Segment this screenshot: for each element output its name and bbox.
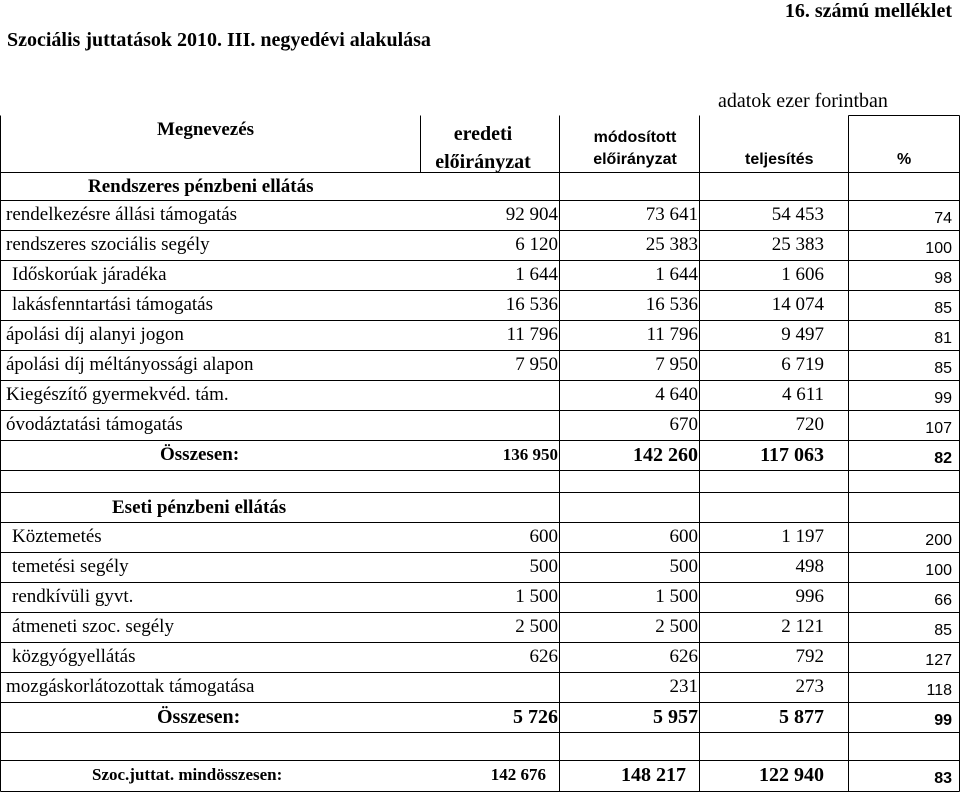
row-actual: 6 719 (781, 354, 824, 375)
table-row (0, 320, 960, 350)
row-modified: 2 500 (655, 616, 698, 637)
table-row (0, 672, 960, 702)
column-header-original (428, 120, 538, 176)
row-original: 600 (529, 526, 558, 547)
row-actual: 54 453 (771, 204, 824, 225)
table-row (0, 410, 960, 440)
table-row (0, 642, 960, 672)
total-percent: 82 (934, 450, 952, 467)
annex-label: 16. számú melléklet (784, 0, 952, 22)
row-original: 92 904 (505, 204, 558, 225)
row-name: mozgáskorlátozottak támogatása (6, 676, 255, 697)
column-header-original-line2: előirányzat (435, 151, 531, 173)
row-modified: 4 640 (655, 384, 698, 405)
table-row (0, 522, 960, 552)
row-name: Köztemetés (12, 526, 102, 547)
row-actual: 4 611 (781, 384, 824, 405)
row-actual: 273 (795, 676, 824, 697)
row-modified: 7 950 (655, 354, 698, 375)
row-percent: 81 (934, 330, 952, 347)
row-original: 2 500 (515, 616, 558, 637)
row-percent: 99 (934, 390, 952, 407)
row-percent: 66 (934, 592, 952, 609)
row-actual: 1 197 (781, 526, 824, 547)
row-original: 626 (529, 646, 558, 667)
table-row (0, 200, 960, 230)
row-actual: 14 074 (771, 294, 824, 315)
row-name: Időskorúak járadéka (12, 264, 167, 285)
row-percent: 100 (925, 562, 952, 579)
total-label: Összesen: (160, 444, 240, 465)
column-header-modified (570, 127, 700, 171)
row-original: 16 536 (505, 294, 558, 315)
row-actual: 792 (795, 646, 824, 667)
row-modified: 600 (669, 526, 698, 547)
row-actual: 2 121 (781, 616, 824, 637)
document-title: Szociális juttatások 2010. III. negyedévi alakulása (7, 29, 431, 51)
row-original: 6 120 (515, 234, 558, 255)
grand-total-percent: 83 (934, 770, 952, 787)
table-row (0, 380, 960, 410)
unit-note: adatok ezer forintban (718, 90, 888, 112)
row-modified: 500 (669, 556, 698, 577)
grand-total-label: Szoc.juttat. mindösszesen: (92, 765, 283, 784)
row-name: Kiegészítő gyermekvéd. tám. (6, 384, 229, 405)
row-percent: 98 (934, 270, 952, 287)
row-name: temetési segély (12, 556, 129, 577)
total-row-occasional (0, 702, 960, 732)
row-percent: 107 (925, 420, 952, 437)
row-modified: 11 796 (646, 324, 698, 345)
row-modified: 1 644 (655, 264, 698, 285)
column-header-actual: teljesítés (745, 151, 814, 168)
row-actual: 1 606 (781, 264, 824, 285)
row-actual: 996 (795, 586, 824, 607)
row-name: ápolási díj méltányossági alapon (6, 354, 254, 375)
column-header-original-line1: eredeti (453, 123, 513, 145)
total-original: 5 726 (513, 706, 558, 728)
column-header-percent: % (897, 151, 912, 168)
table-row (0, 612, 960, 642)
row-modified: 73 641 (645, 204, 698, 225)
table-row (0, 230, 960, 260)
row-percent: 85 (934, 300, 952, 317)
row-original: 1 500 (515, 586, 558, 607)
table-row (0, 260, 960, 290)
row-percent: 200 (925, 532, 952, 549)
row-original (420, 380, 558, 410)
row-percent: 85 (934, 360, 952, 377)
row-modified: 670 (669, 414, 698, 435)
row-original: 7 950 (515, 354, 558, 375)
row-actual: 498 (795, 556, 824, 577)
row-actual: 9 497 (781, 324, 824, 345)
column-header-modified-line2: előirányzat (593, 151, 677, 168)
column-header-modified-line1: módosított (593, 129, 677, 146)
total-label: Összesen: (157, 706, 241, 728)
row-name: közgyógyellátás (12, 646, 136, 667)
grand-total-row (0, 760, 960, 790)
grand-total-original: 142 676 (490, 765, 546, 784)
row-name: rendszeres szociális segély (6, 234, 210, 255)
row-modified: 1 500 (655, 586, 698, 607)
table-row (0, 350, 960, 380)
row-name: rendelkezésre állási támogatás (6, 204, 238, 225)
row-actual: 25 383 (771, 234, 824, 255)
row-original (420, 410, 558, 440)
grand-total-modified: 148 217 (621, 764, 686, 786)
row-modified: 231 (669, 676, 698, 697)
row-original: 500 (529, 556, 558, 577)
row-percent: 127 (925, 652, 952, 669)
row-percent: 85 (934, 622, 952, 639)
row-name: lakásfenntartási támogatás (12, 294, 214, 315)
row-percent: 118 (926, 682, 952, 699)
row-percent: 100 (925, 240, 952, 257)
row-name: óvodáztatási támogatás (6, 414, 183, 435)
total-percent: 99 (934, 712, 952, 729)
total-actual: 5 877 (779, 706, 824, 728)
grand-total-actual: 122 940 (759, 764, 824, 786)
column-header-name: Megnevezés (157, 119, 255, 140)
total-modified: 5 957 (653, 706, 698, 728)
table-row (0, 582, 960, 612)
section-title-regular: Rendszeres pénzbeni ellátás (88, 176, 314, 197)
row-original: 1 644 (515, 264, 558, 285)
table-row (0, 552, 960, 582)
row-percent: 74 (934, 210, 952, 227)
row-name: ápolási díj alanyi jogon (6, 324, 184, 345)
total-row-regular (0, 440, 960, 470)
total-actual: 117 063 (760, 444, 824, 466)
row-original: 11 796 (506, 324, 558, 345)
total-original: 136 950 (502, 445, 558, 464)
row-actual: 720 (795, 414, 824, 435)
row-name: rendkívüli gyvt. (12, 586, 134, 607)
table-row (0, 290, 960, 320)
row-name: átmeneti szoc. segély (12, 616, 174, 637)
section-title-occasional: Eseti pénzbeni ellátás (112, 497, 287, 518)
row-modified: 626 (669, 646, 698, 667)
row-modified: 25 383 (645, 234, 698, 255)
row-modified: 16 536 (645, 294, 698, 315)
row-original (420, 672, 558, 702)
total-modified: 142 260 (633, 444, 698, 466)
